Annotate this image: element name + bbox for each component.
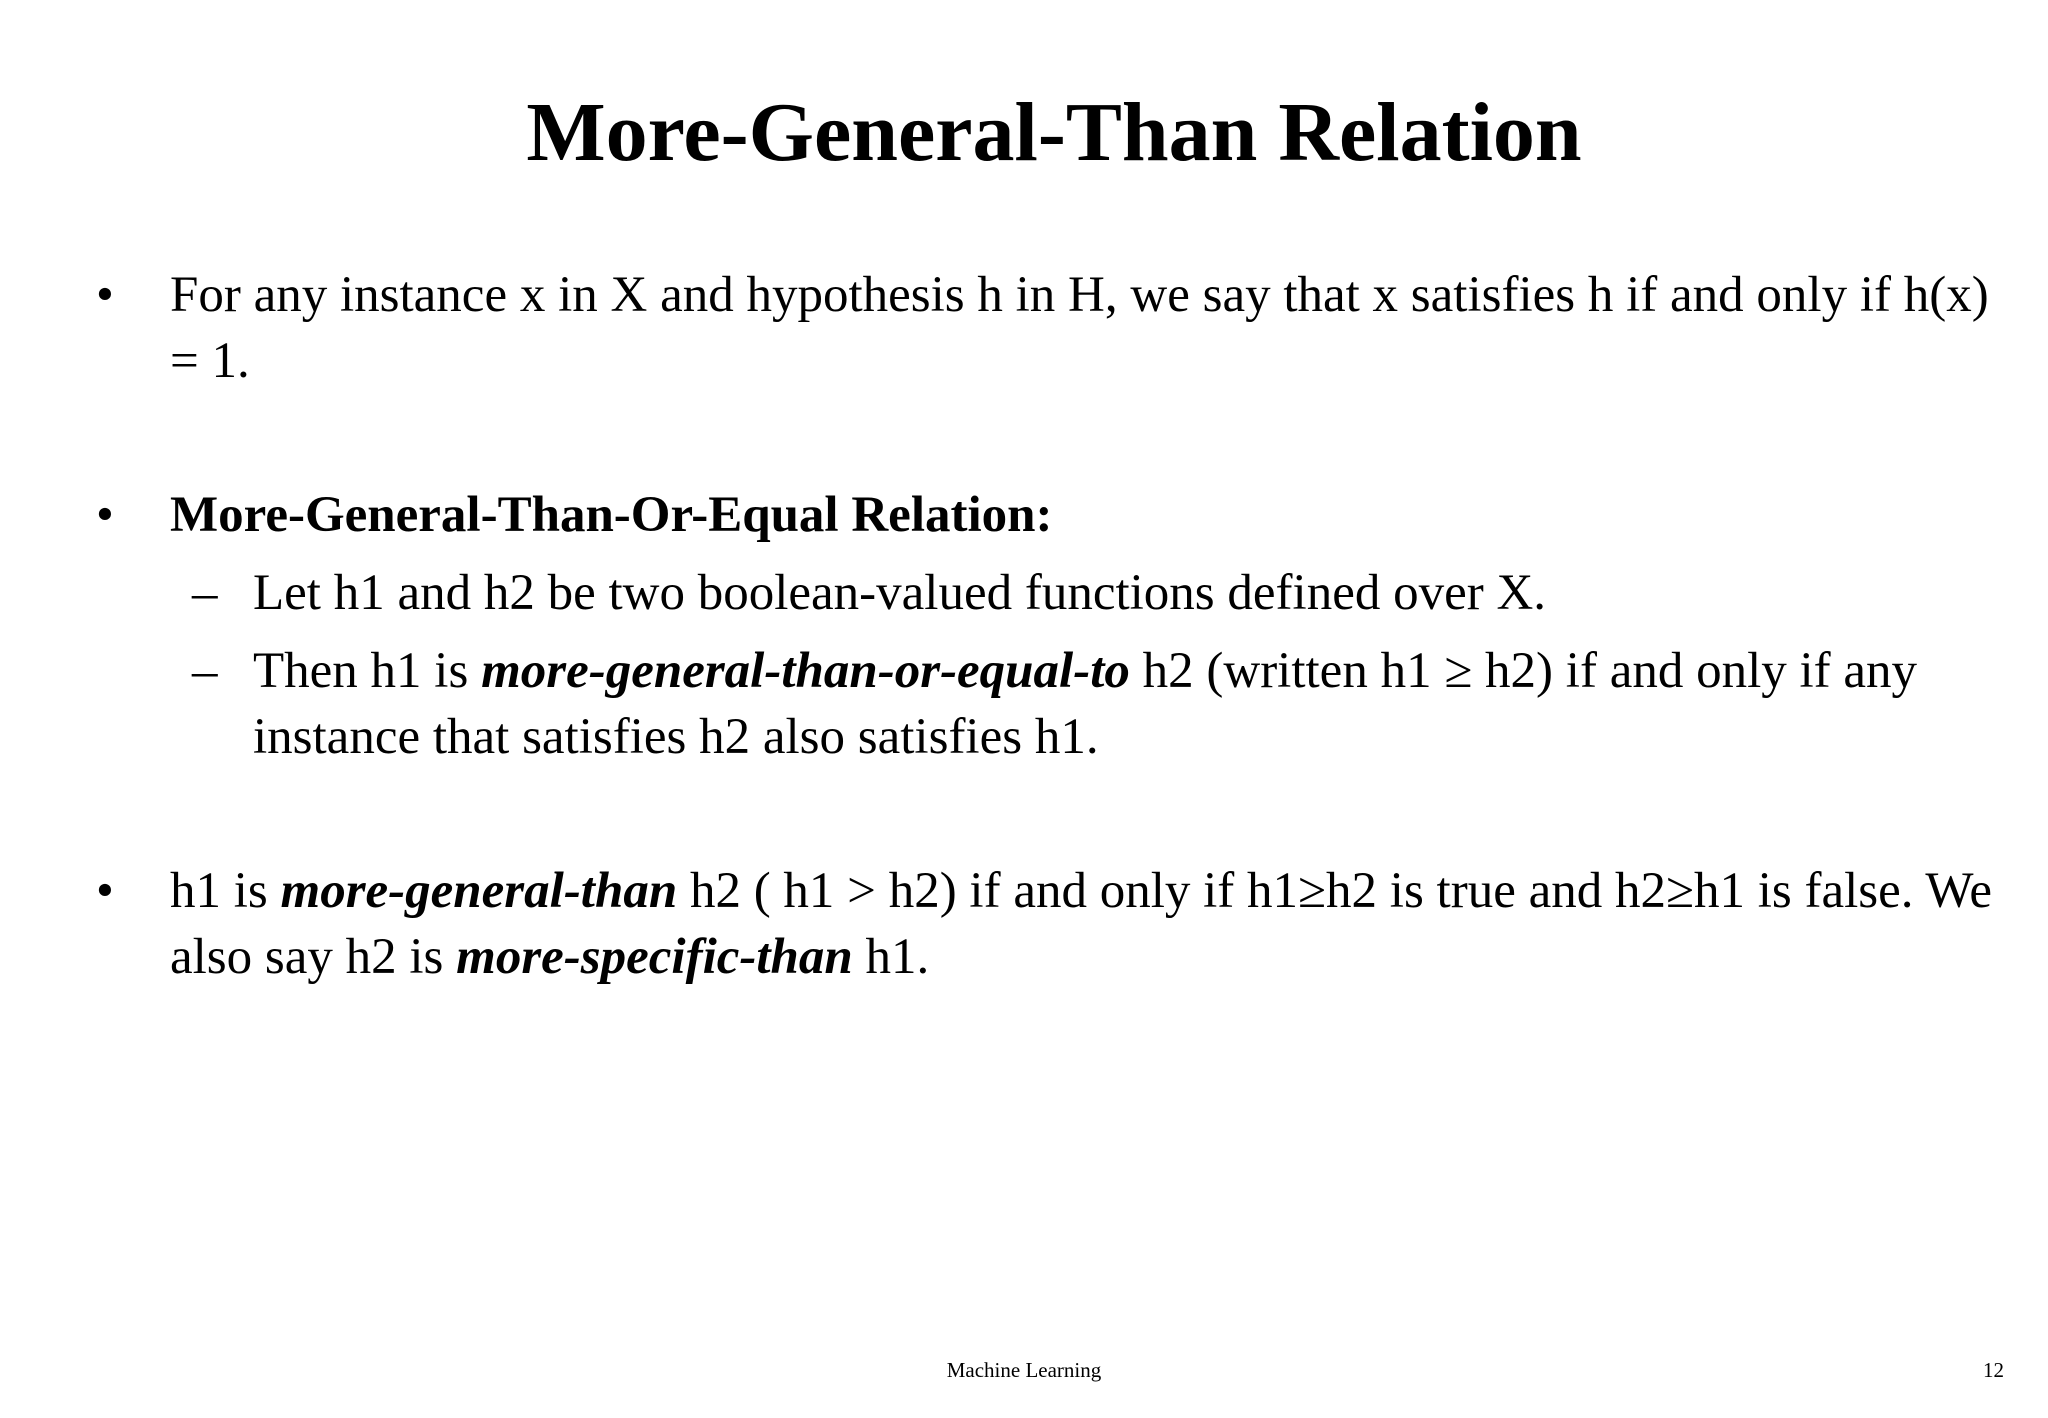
bullet-marker: • [96, 863, 114, 919]
sub-bullet-text-post: h2 (written h1 ≥ h2) if and only if any instance that satisfies h2 also satisfies h1. [253, 643, 1918, 765]
bullet-marker: • [96, 267, 114, 323]
sub-bullet-text: Let h1 and h2 be two boolean-valued functions defined over X. [253, 565, 1547, 621]
bullet-satisfies-definition [0, 262, 2048, 394]
bullet-text-post: h1. [852, 929, 930, 985]
footer-page-number: 12 [1983, 1358, 2004, 1382]
bullet-heading: More-General-Than-Or-Equal Relation: [170, 487, 1053, 543]
sub-bullet-marker: – [192, 565, 218, 621]
slide-title: More-General-Than Relation [526, 86, 1582, 179]
footer-course-name: Machine Learning [946, 1358, 1102, 1382]
emphasized-term: more-general-than-or-equal-to [481, 643, 1130, 699]
bullet-text-pre: h1 is [170, 863, 281, 919]
bullet-more-general-or-equal [0, 482, 2048, 548]
emphasized-term-specific: more-specific-than [456, 929, 853, 985]
bullet-strictly-more-general [0, 858, 2048, 990]
sub-bullet-definition [0, 638, 2048, 770]
sub-bullet-text-pre: Then h1 is [253, 643, 482, 699]
bullet-marker: • [96, 487, 114, 543]
bullet-text: For any instance x in X and hypothesis h in H, we say that x satisfies h if and only if h(x) = 1. [170, 267, 1989, 389]
slide-body [0, 262, 2048, 990]
emphasized-term-general: more-general-than [280, 863, 678, 919]
bullet-text-mid: h2 ( h1 > h2) if and only if h1≥h2 is true and h2≥h1 is false. We also say h2 is [170, 863, 1993, 985]
sub-bullet-functions [0, 560, 2048, 626]
sub-bullet-marker: – [192, 643, 218, 699]
